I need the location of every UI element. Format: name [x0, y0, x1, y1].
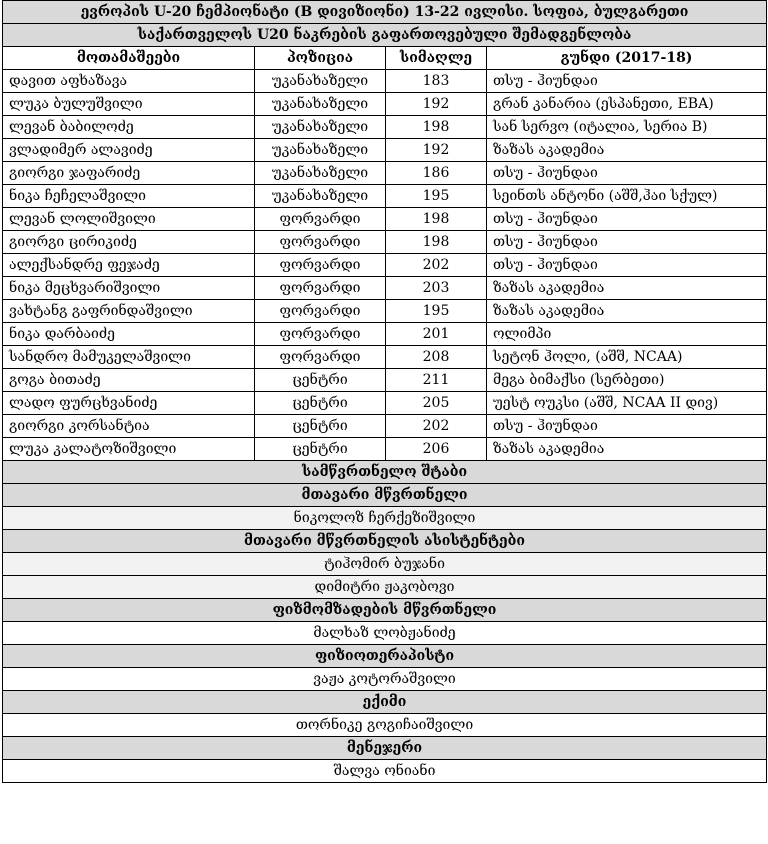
table-row	[3, 254, 767, 277]
assistant-row	[3, 576, 767, 599]
player-team: თსუ - ჰიუნდაი	[487, 70, 767, 93]
table-row	[3, 346, 767, 369]
player-team: სეტონ ჰოლი, (აშშ, NCAA)	[487, 346, 767, 369]
player-height: 195	[386, 185, 487, 208]
table-row	[3, 185, 767, 208]
player-name: ლუკა ბულუშვილი	[3, 93, 255, 116]
player-team: ზაზას აკადემია	[487, 277, 767, 300]
player-position: ცენტრი	[255, 392, 386, 415]
column-header-players: მოთამაშეები	[3, 47, 255, 70]
player-team: თსუ - ჰიუნდაი	[487, 231, 767, 254]
table-row	[3, 116, 767, 139]
doctor-row	[3, 714, 767, 737]
player-position: ფორვარდი	[255, 346, 386, 369]
doctor-title-row	[3, 691, 767, 714]
player-position: ცენტრი	[255, 415, 386, 438]
player-height: 202	[386, 254, 487, 277]
column-header-row	[3, 47, 767, 70]
fitness-title-row	[3, 599, 767, 622]
physio-title-row	[3, 645, 767, 668]
physio-name: ვაჟა კოტორაშვილი	[3, 668, 767, 691]
table-row	[3, 70, 767, 93]
player-name: გიორგი ცირიკიძე	[3, 231, 255, 254]
manager-row	[3, 760, 767, 783]
player-height: 202	[386, 415, 487, 438]
player-height: 205	[386, 392, 487, 415]
player-position: ცენტრი	[255, 369, 386, 392]
player-position: ცენტრი	[255, 438, 386, 461]
assistant-name-2: დიმიტრი ჟაკობოვი	[3, 576, 767, 599]
player-team: ზაზას აკადემია	[487, 139, 767, 162]
physio-title: ფიზიოთერაპისტი	[3, 645, 767, 668]
player-position: ფორვარდი	[255, 231, 386, 254]
player-team: ზაზას აკადემია	[487, 438, 767, 461]
player-position: ფორვარდი	[255, 277, 386, 300]
player-name: გიორგი ჯაფარიძე	[3, 162, 255, 185]
player-position: უკანახაზელი	[255, 70, 386, 93]
player-team: თსუ - ჰიუნდაი	[487, 162, 767, 185]
player-name: გიორგი კორსანტია	[3, 415, 255, 438]
table-row	[3, 438, 767, 461]
manager-title: მენეჯერი	[3, 737, 767, 760]
player-team: მეგა ბიმაქსი (სერბეთი)	[487, 369, 767, 392]
player-name: ვახტანგ გაფრინდაშვილი	[3, 300, 255, 323]
player-position: უკანახაზელი	[255, 139, 386, 162]
player-team: თსუ - ჰიუნდაი	[487, 415, 767, 438]
table-subtitle: საქართველოს U20 ნაკრების გაფართოვებული შემადგენლობა	[3, 24, 767, 47]
fitness-coach-row	[3, 622, 767, 645]
player-position: ფორვარდი	[255, 208, 386, 231]
player-name: ალექსანდრე ფეჯაძე	[3, 254, 255, 277]
table-row	[3, 323, 767, 346]
player-height: 201	[386, 323, 487, 346]
table-row	[3, 392, 767, 415]
player-height: 192	[386, 93, 487, 116]
player-name: ლევან ლოლიშვილი	[3, 208, 255, 231]
player-name: ნიკა ჩეჩელაშვილი	[3, 185, 255, 208]
table-row	[3, 139, 767, 162]
table-row	[3, 231, 767, 254]
player-height: 195	[386, 300, 487, 323]
player-height: 183	[386, 70, 487, 93]
player-team: გრან კანარია (ესპანეთი, EBA)	[487, 93, 767, 116]
physio-row	[3, 668, 767, 691]
player-height: 203	[386, 277, 487, 300]
player-team: უესტ ოუკსი (აშშ, NCAA II დივ)	[487, 392, 767, 415]
player-team: ზაზას აკადემია	[487, 300, 767, 323]
fitness-coach-title: ფიზმომზადების მწვრთნელი	[3, 599, 767, 622]
head-coach-title-row	[3, 484, 767, 507]
column-header-height: სიმაღლე	[386, 47, 487, 70]
player-team: ოლიმპი	[487, 323, 767, 346]
player-name: სანდრო მამუკელაშვილი	[3, 346, 255, 369]
assistant-row	[3, 553, 767, 576]
player-height: 198	[386, 116, 487, 139]
player-height: 198	[386, 231, 487, 254]
roster-table	[2, 0, 767, 783]
staff-section-row	[3, 461, 767, 484]
player-name: ნიკა მეცხვარიშვილი	[3, 277, 255, 300]
player-name: ლევან ბაბილოძე	[3, 116, 255, 139]
player-height: 186	[386, 162, 487, 185]
player-height: 206	[386, 438, 487, 461]
page-title: ევროპის U-20 ჩემპიონატი (B დივიზიონი) 13-22 ივლისი. სოფია, ბულგარეთი	[3, 1, 767, 24]
player-position: უკანახაზელი	[255, 185, 386, 208]
column-header-position: პოზიცია	[255, 47, 386, 70]
player-height: 192	[386, 139, 487, 162]
player-position: ფორვარდი	[255, 300, 386, 323]
table-row	[3, 162, 767, 185]
staff-section-title: სამწვრთნელო შტაბი	[3, 461, 767, 484]
doctor-title: ექიმი	[3, 691, 767, 714]
head-coach-row	[3, 507, 767, 530]
player-position: ფორვარდი	[255, 323, 386, 346]
player-position: უკანახაზელი	[255, 116, 386, 139]
subtitle-row	[3, 24, 767, 47]
player-position: ფორვარდი	[255, 254, 386, 277]
column-header-team: გუნდი (2017-18)	[487, 47, 767, 70]
assistants-title: მთავარი მწვრთნელის ასისტენტები	[3, 530, 767, 553]
doctor-name: თორნიკე გოგიჩაიშვილი	[3, 714, 767, 737]
head-coach-name: ნიკოლოზ ჩერქეზიშვილი	[3, 507, 767, 530]
table-row	[3, 415, 767, 438]
player-team: სეინთს ანტონი (აშშ,ჰაი სქულ)	[487, 185, 767, 208]
player-team: თსუ - ჰიუნდაი	[487, 254, 767, 277]
player-position: უკანახაზელი	[255, 162, 386, 185]
player-team: სან სერვო (იტალია, სერია B)	[487, 116, 767, 139]
player-team: თსუ - ჰიუნდაი	[487, 208, 767, 231]
assistant-name-1: ტიჰომირ ბუჯანი	[3, 553, 767, 576]
table-row	[3, 208, 767, 231]
player-height: 208	[386, 346, 487, 369]
head-coach-title: მთავარი მწვრთნელი	[3, 484, 767, 507]
player-name: ლუკა კალატოზიშვილი	[3, 438, 255, 461]
table-row	[3, 369, 767, 392]
player-name: დავით აფხაზავა	[3, 70, 255, 93]
table-row	[3, 300, 767, 323]
player-name: გოგა ბითაძე	[3, 369, 255, 392]
manager-name: შალვა ონიანი	[3, 760, 767, 783]
player-name: ლადო ფურცხვანიძე	[3, 392, 255, 415]
table-row	[3, 277, 767, 300]
player-name: ნიკა დარბაიძე	[3, 323, 255, 346]
player-height: 211	[386, 369, 487, 392]
table-row	[3, 93, 767, 116]
assistants-title-row	[3, 530, 767, 553]
fitness-coach-name: მალხაზ ლობჟანიძე	[3, 622, 767, 645]
manager-title-row	[3, 737, 767, 760]
player-height: 198	[386, 208, 487, 231]
title-row	[3, 1, 767, 24]
player-position: უკანახაზელი	[255, 93, 386, 116]
player-name: ვლადიმერ ალავიძე	[3, 139, 255, 162]
